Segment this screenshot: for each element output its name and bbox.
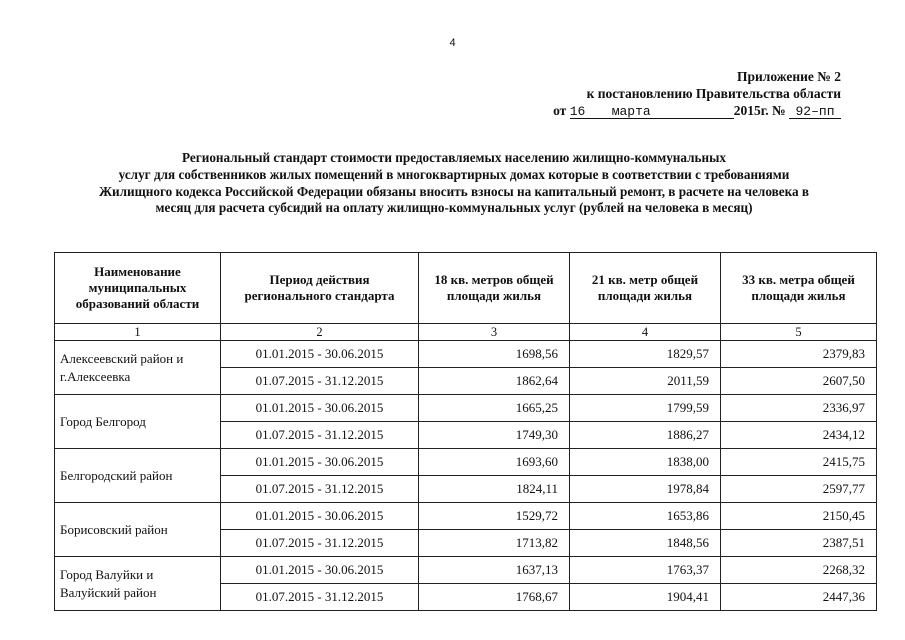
header-municipality: Наименование муниципальных образований области bbox=[55, 253, 221, 324]
value-33sqm: 2607,50 bbox=[721, 368, 877, 395]
heading-line-4: месяц для расчета субсидий на оплату жилищно-коммунальных услуг (рублей на человека в месяц) bbox=[155, 200, 753, 216]
appendix-resolution: к постановлению Правительства области bbox=[586, 86, 841, 101]
value-21sqm: 1838,00 bbox=[570, 449, 721, 476]
table-row bbox=[55, 503, 877, 530]
value-21sqm: 2011,59 bbox=[570, 368, 721, 395]
heading-line-3: Жилищного кодекса Российской Федерации обязаны вносить взносы на капитальный ремонт, в расчете на человека в bbox=[98, 183, 809, 199]
municipality-name: Борисовский район bbox=[55, 503, 221, 557]
value-18sqm: 1749,30 bbox=[419, 422, 570, 449]
value-18sqm: 1693,60 bbox=[419, 449, 570, 476]
column-number: 4 bbox=[570, 324, 721, 341]
standards-table bbox=[54, 252, 877, 611]
appendix-day: 16 bbox=[570, 105, 594, 119]
table-header-row bbox=[55, 253, 877, 324]
value-18sqm: 1698,56 bbox=[419, 341, 570, 368]
value-18sqm: 1824,11 bbox=[419, 476, 570, 503]
table-row bbox=[55, 341, 877, 368]
value-33sqm: 2597,77 bbox=[721, 476, 877, 503]
value-33sqm: 2379,83 bbox=[721, 341, 877, 368]
municipality-name: Город Белгород bbox=[55, 395, 221, 449]
value-33sqm: 2268,32 bbox=[721, 557, 877, 584]
value-33sqm: 2415,75 bbox=[721, 449, 877, 476]
column-number: 5 bbox=[721, 324, 877, 341]
value-21sqm: 1763,37 bbox=[570, 557, 721, 584]
table-row bbox=[55, 395, 877, 422]
period-cell: 01.07.2015 - 31.12.2015 bbox=[221, 584, 419, 611]
document-heading bbox=[40, 150, 868, 217]
appendix-from: от bbox=[553, 103, 567, 118]
value-21sqm: 1904,41 bbox=[570, 584, 721, 611]
heading-line-1: Региональный стандарт стоимости предоставляемых населению жилищно-коммунальных bbox=[182, 150, 726, 165]
table-row bbox=[55, 449, 877, 476]
value-18sqm: 1768,67 bbox=[419, 584, 570, 611]
appendix-number: 92–пп bbox=[789, 105, 841, 119]
municipality-name: Алексеевский район и г.Алексеевка bbox=[55, 341, 221, 395]
header-33sqm: 33 кв. метра общей площади жилья bbox=[721, 253, 877, 324]
value-18sqm: 1665,25 bbox=[419, 395, 570, 422]
appendix-month: марта bbox=[594, 105, 734, 119]
value-18sqm: 1637,13 bbox=[419, 557, 570, 584]
header-period: Период действия регионального стандарта bbox=[221, 253, 419, 324]
appendix-year: 2015г. № bbox=[733, 103, 786, 118]
appendix-date-line bbox=[481, 102, 841, 119]
column-number: 1 bbox=[55, 324, 221, 341]
period-cell: 01.07.2015 - 31.12.2015 bbox=[221, 476, 419, 503]
table-row bbox=[55, 557, 877, 584]
heading-line-2: услуг для собственников жилых помещений в многоквартирных домах которые в соответствии с требованиями bbox=[118, 166, 790, 182]
period-cell: 01.01.2015 - 30.06.2015 bbox=[221, 557, 419, 584]
value-33sqm: 2150,45 bbox=[721, 503, 877, 530]
column-number-row bbox=[55, 324, 877, 341]
value-33sqm: 2447,36 bbox=[721, 584, 877, 611]
period-cell: 01.01.2015 - 30.06.2015 bbox=[221, 449, 419, 476]
column-number: 2 bbox=[221, 324, 419, 341]
value-18sqm: 1862,64 bbox=[419, 368, 570, 395]
page-number: 4 bbox=[449, 37, 456, 49]
value-21sqm: 1978,84 bbox=[570, 476, 721, 503]
value-21sqm: 1799,59 bbox=[570, 395, 721, 422]
value-33sqm: 2434,12 bbox=[721, 422, 877, 449]
period-cell: 01.01.2015 - 30.06.2015 bbox=[221, 341, 419, 368]
header-21sqm: 21 кв. метр общей площади жилья bbox=[570, 253, 721, 324]
value-21sqm: 1886,27 bbox=[570, 422, 721, 449]
value-21sqm: 1829,57 bbox=[570, 341, 721, 368]
municipality-name: Город Валуйки и Валуйский район bbox=[55, 557, 221, 611]
value-18sqm: 1529,72 bbox=[419, 503, 570, 530]
period-cell: 01.07.2015 - 31.12.2015 bbox=[221, 530, 419, 557]
period-cell: 01.07.2015 - 31.12.2015 bbox=[221, 368, 419, 395]
column-number: 3 bbox=[419, 324, 570, 341]
municipality-name: Белгородский район bbox=[55, 449, 221, 503]
period-cell: 01.01.2015 - 30.06.2015 bbox=[221, 503, 419, 530]
period-cell: 01.07.2015 - 31.12.2015 bbox=[221, 422, 419, 449]
value-33sqm: 2387,51 bbox=[721, 530, 877, 557]
value-21sqm: 1653,86 bbox=[570, 503, 721, 530]
period-cell: 01.01.2015 - 30.06.2015 bbox=[221, 395, 419, 422]
value-18sqm: 1713,82 bbox=[419, 530, 570, 557]
appendix-block bbox=[481, 68, 841, 119]
value-33sqm: 2336,97 bbox=[721, 395, 877, 422]
header-18sqm: 18 кв. метров общей площади жилья bbox=[419, 253, 570, 324]
value-21sqm: 1848,56 bbox=[570, 530, 721, 557]
appendix-title: Приложение № 2 bbox=[737, 69, 841, 84]
